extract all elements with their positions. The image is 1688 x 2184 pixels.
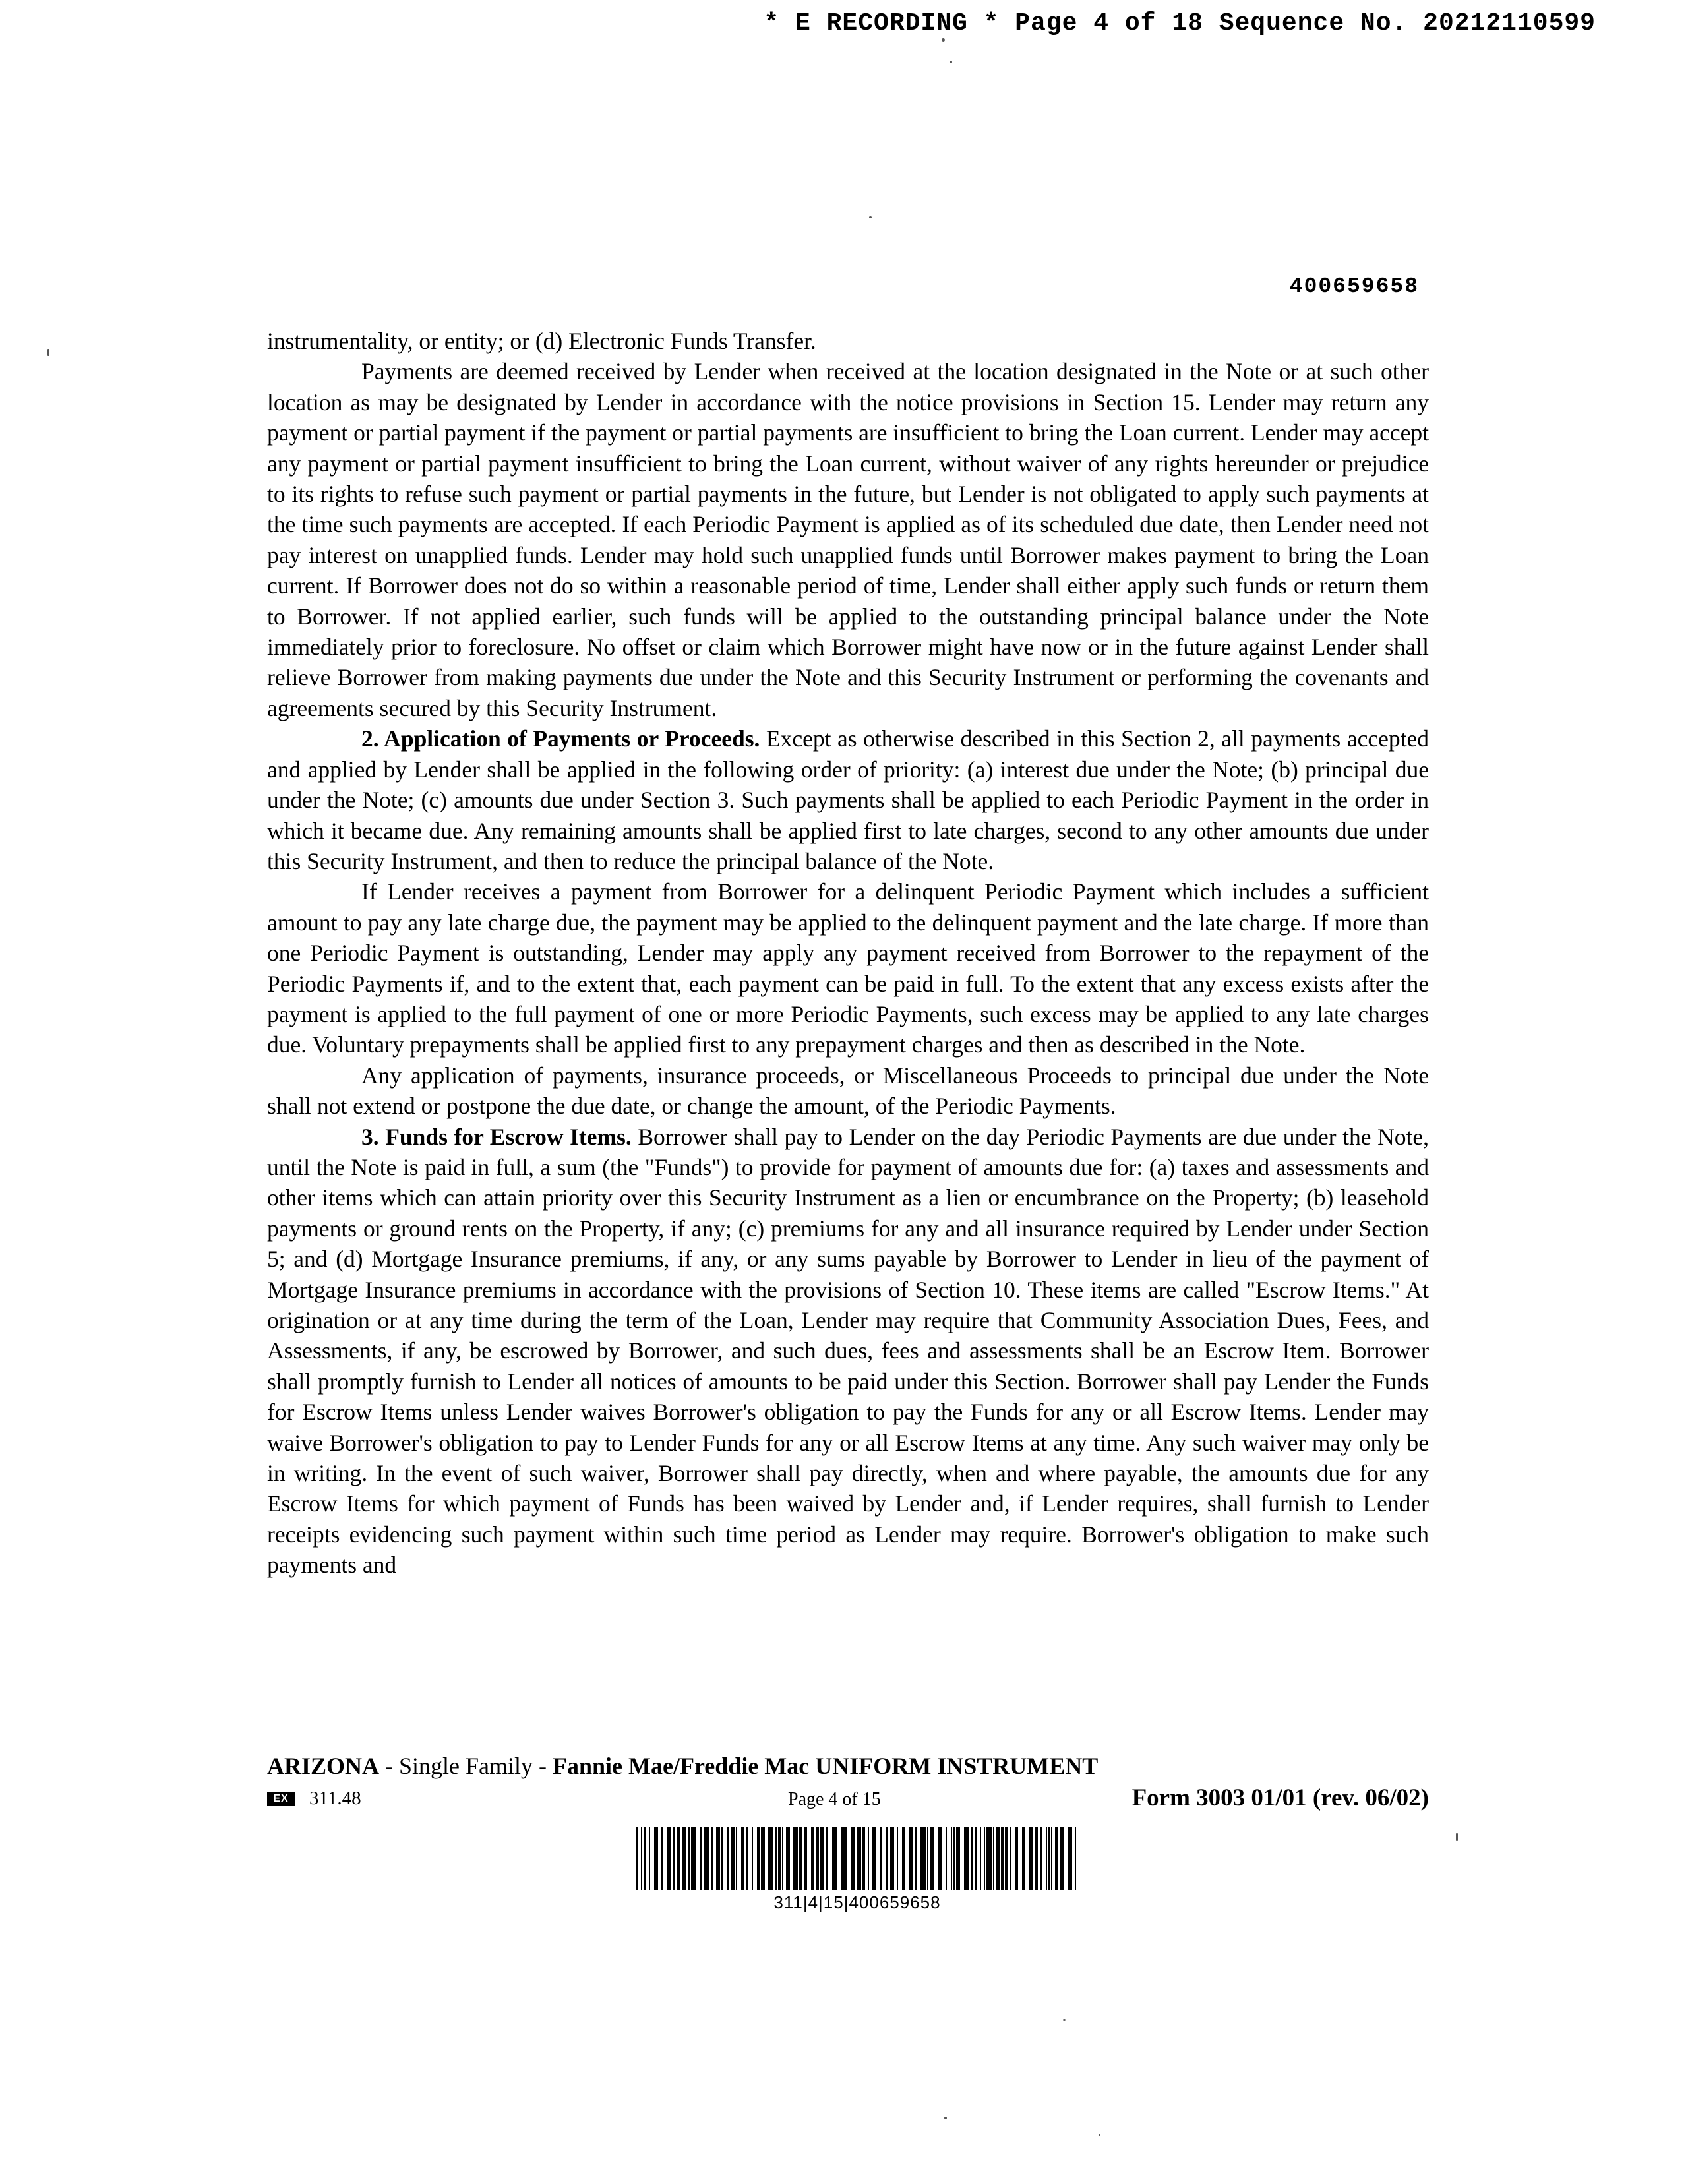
barcode-bar [677,1827,680,1890]
barcode-bar [682,1827,686,1890]
barcode-bar [886,1827,888,1890]
barcode-bar [688,1827,690,1890]
footer-mid: - Single Family - [379,1753,553,1779]
barcode-bar [930,1827,934,1890]
barcode-bar [880,1827,882,1890]
barcode-bar [811,1827,814,1890]
barcode-bar [1068,1827,1072,1890]
scan-speck [950,61,952,63]
barcode-image [633,1827,1081,1890]
barcode-bar [746,1827,748,1890]
section-3-heading: 3. Funds for Escrow Items. [361,1123,632,1150]
barcode-bar [804,1827,807,1890]
barcode-bar [1060,1827,1064,1890]
barcode-bar [993,1827,994,1890]
barcode-bar [793,1827,798,1890]
barcode-bar [775,1827,777,1890]
section-3 [267,1122,1429,1581]
barcode-text: 311|4|15|400659658 [773,1893,941,1912]
barcode-bar [927,1827,928,1890]
barcode-bar [868,1827,869,1890]
barcode-bar [832,1827,837,1890]
barcode-bar [1051,1827,1052,1890]
barcode-bar [897,1827,898,1890]
scan-speck [1063,2019,1066,2021]
barcode-bar [641,1827,642,1890]
paragraph-application: Any application of payments, insurance proceeds, or Miscellaneous Proceeds to principal due under the Note shall not extend or postpone the due date, or change the amount, of the Periodic Payments. [267,1062,1429,1120]
barcode-bar [996,1827,1000,1890]
barcode-bar [1040,1827,1042,1890]
footer-doc-code [267,1788,361,1809]
scan-speck [1456,1833,1458,1841]
barcode-bar [820,1827,824,1890]
paragraph-payments-received: Payments are deemed received by Lender when received at the location designated in the Note or at such other location as may be designated by Lender in accordance with the notice provisions in Section 15. Lender may return any payment or partial payment if the payment or partial payments are insufficient to bring the Loan current. Lender may accept any payment or partial payment insufficient to bring the Loan current, without waiver of any rights hereunder or prejudice to its rights to refuse such payment or partial payments in the future, but Lender is not obligated to apply such payments at the time such payments are accepted. If each Periodic Payment is applied as of its scheduled due date, then Lender need not pay interest on unapplied funds. Lender may hold such unapplied funds until Borrower makes payment to bring the Loan current. If Borrower does not do so within a reasonable period of time, Lender shall either apply such funds or return them to Borrower. If not applied earlier, such funds will be applied to the outstanding principal balance under the Note immediately prior to foreclosure. No offset or claim which Borrower might have now or in the future against Lender shall relieve Borrower from making payments due under the Note and this Security Instrument or performing the covenants and agreements secured by this Security Instrument. [267,358,1429,721]
barcode-bar [1010,1827,1011,1890]
barcode-bar [975,1827,977,1890]
barcode-bar [890,1827,894,1890]
barcode-bar [799,1827,802,1890]
recording-header: * E RECORDING * Page 4 of 18 Sequence No. 20212110599 [764,9,1596,38]
barcode-bar [700,1827,702,1890]
barcode-bar [872,1827,876,1890]
barcode-bar [951,1827,952,1890]
scan-speck [1099,2134,1100,2136]
barcode-bar [971,1827,973,1890]
barcode-bar [741,1827,744,1890]
section-2-text: Except as otherwise described in this Section 2, all payments accepted and applied by Lender shall be applied in the following order of priority: (a) interest due under the Note; (b) principal due under the Note; (c) amounts due under Section 3. Such payments shall be applied to each Periodic Payment in the order in which it became due. Any remaining amounts shall be applied first to late charges, second to any other amounts due under this Security Instrument, and then to reduce the principal balance of the Note. [267,725,1429,874]
paragraph-delinquent-payment: If Lender receives a payment from Borrower for a delinquent Periodic Payment which includes a sufficient amount to pay any late charge due, the payment may be applied to the delinquent payment and the late charge. If more than one Periodic Payment is outstanding, Lender may apply any payment received from Borrower to the repayment of the Periodic Payments if, and to the extent that, each payment can be paid in full. To the extent that any excess exists after the payment is applied to the full payment of one or more Periodic Payments, such excess may be applied to any late charges due. Voluntary prepayments shall be applied first to any prepayment charges and then as described in the Note. [267,878,1429,1058]
footer-form-number: Form 3003 01/01 (rev. 06/02) [1131,1784,1429,1811]
barcode-bar [953,1827,955,1890]
barcode-bar [938,1827,942,1890]
scan-speck [942,38,945,42]
barcode-bar [636,1827,638,1890]
barcode-bar [1048,1827,1050,1890]
barcode-bar [661,1827,663,1890]
barcode-bar [1029,1827,1033,1890]
barcode-bar [711,1827,713,1890]
scan-speck [47,349,49,356]
doc-code-text: 311.48 [309,1788,361,1809]
footer-state: ARIZONA [267,1753,380,1779]
loan-number: 400659658 [1289,274,1419,299]
barcode-bar [716,1827,720,1890]
barcode-bar [851,1827,855,1890]
scan-speck [869,216,872,218]
section-3-text: Borrower shall pay to Lender on the day Periodic Payments are due under the Note, until the Note is paid in full, a sum (the "Funds") to provide for payment of amounts due for: (a) taxes and assessments and other items which can attain priority over this Security Instrument as a lien or encumbrance on the Property; (b) leasehold payments or ground rents on the Property, if any; (c) premiums for any and all insurance required by Lender under Section 5; and (d) Mortgage Insurance premiums, if any, or any sums payable by Borrower to Lender in lieu of the payment of Mortgage Insurance premiums in accordance with the provisions of Section 10. These items are called "Escrow Items." At origination or at any time during the term of the Loan, Lender may require that Community Association Dues, Fees, and Assessments, if any, be escrowed by Borrower, and such dues, fees and assessments shall be an Escrow Item. Borrower shall promptly furnish to Lender all notices of amounts to be paid under this Section. Borrower shall pay Lender the Funds for Escrow Items unless Lender waives Borrower's obligation to pay the Funds for any or all Escrow Items. Lender may waive Borrower's obligation to pay to Lender Funds for any or all Escrow Items at any time. Any such waiver may only be in writing. In the event of such waiver, Borrower shall pay directly, when and where payable, the amounts due for any Escrow Items for which payment of Funds has been waived by Lender and, if Lender requires, shall furnish to Lender receipts evidencing such payment within such time period as Lender may require. Borrower's obligation to make such payments and [267,1123,1429,1579]
barcode-bar [673,1827,675,1890]
barcode-bar [786,1827,790,1890]
barcode-bar [984,1827,985,1890]
barcode-bar [778,1827,781,1890]
footer-form-title [267,1752,1429,1780]
barcode-bar [768,1827,773,1890]
barcode-bar [816,1827,819,1890]
barcode-bar [915,1827,917,1890]
barcode-bar [964,1827,969,1890]
barcode-bar [721,1827,723,1890]
barcode-bar [980,1827,981,1890]
barcode-bar [1001,1827,1004,1890]
barcode [633,1827,1081,1913]
barcode-bar [727,1827,729,1890]
section-2-heading: 2. Application of Payments or Proceeds. [361,725,760,752]
barcode-bar [1005,1827,1008,1890]
footer-page-number: Page 4 of 15 [788,1789,881,1809]
barcode-bar [841,1827,847,1890]
barcode-bar [956,1827,960,1890]
barcode-bar [782,1827,783,1890]
barcode-bar [649,1827,650,1890]
scan-speck [944,2117,947,2119]
barcode-bar [1046,1827,1047,1890]
section-2 [267,723,1429,876]
barcode-bar [736,1827,737,1890]
barcode-bar [862,1827,865,1890]
barcode-bar [1055,1827,1058,1890]
barcode-bar [1015,1827,1018,1890]
barcode-bar [731,1827,735,1890]
doc-logo: EX [267,1792,295,1806]
footer-info-row [267,1784,1429,1817]
barcode-bar [667,1827,671,1890]
document-body [267,326,1429,1581]
barcode-bar [691,1827,696,1890]
barcode-bar [909,1827,913,1890]
barcode-bar [857,1827,861,1890]
barcode-bar [1075,1827,1076,1890]
barcode-bar [644,1827,646,1890]
barcode-bar [757,1827,760,1890]
barcode-bar [654,1827,658,1890]
barcode-bar [920,1827,926,1890]
barcode-bar [761,1827,765,1890]
barcode-bar [704,1827,709,1890]
barcode-bar [1035,1827,1038,1890]
barcode-bar [1022,1827,1025,1890]
barcode-bar [946,1827,947,1890]
barcode-bar [752,1827,753,1890]
barcode-bar [826,1827,828,1890]
footer-instrument: Fannie Mae/Freddie Mac UNIFORM INSTRUMENT [553,1753,1099,1779]
barcode-bar [902,1827,905,1890]
paragraph-continuation: instrumentality, or entity; or (d) Electronic Funds Transfer. [267,328,816,354]
barcode-bar [986,1827,992,1890]
